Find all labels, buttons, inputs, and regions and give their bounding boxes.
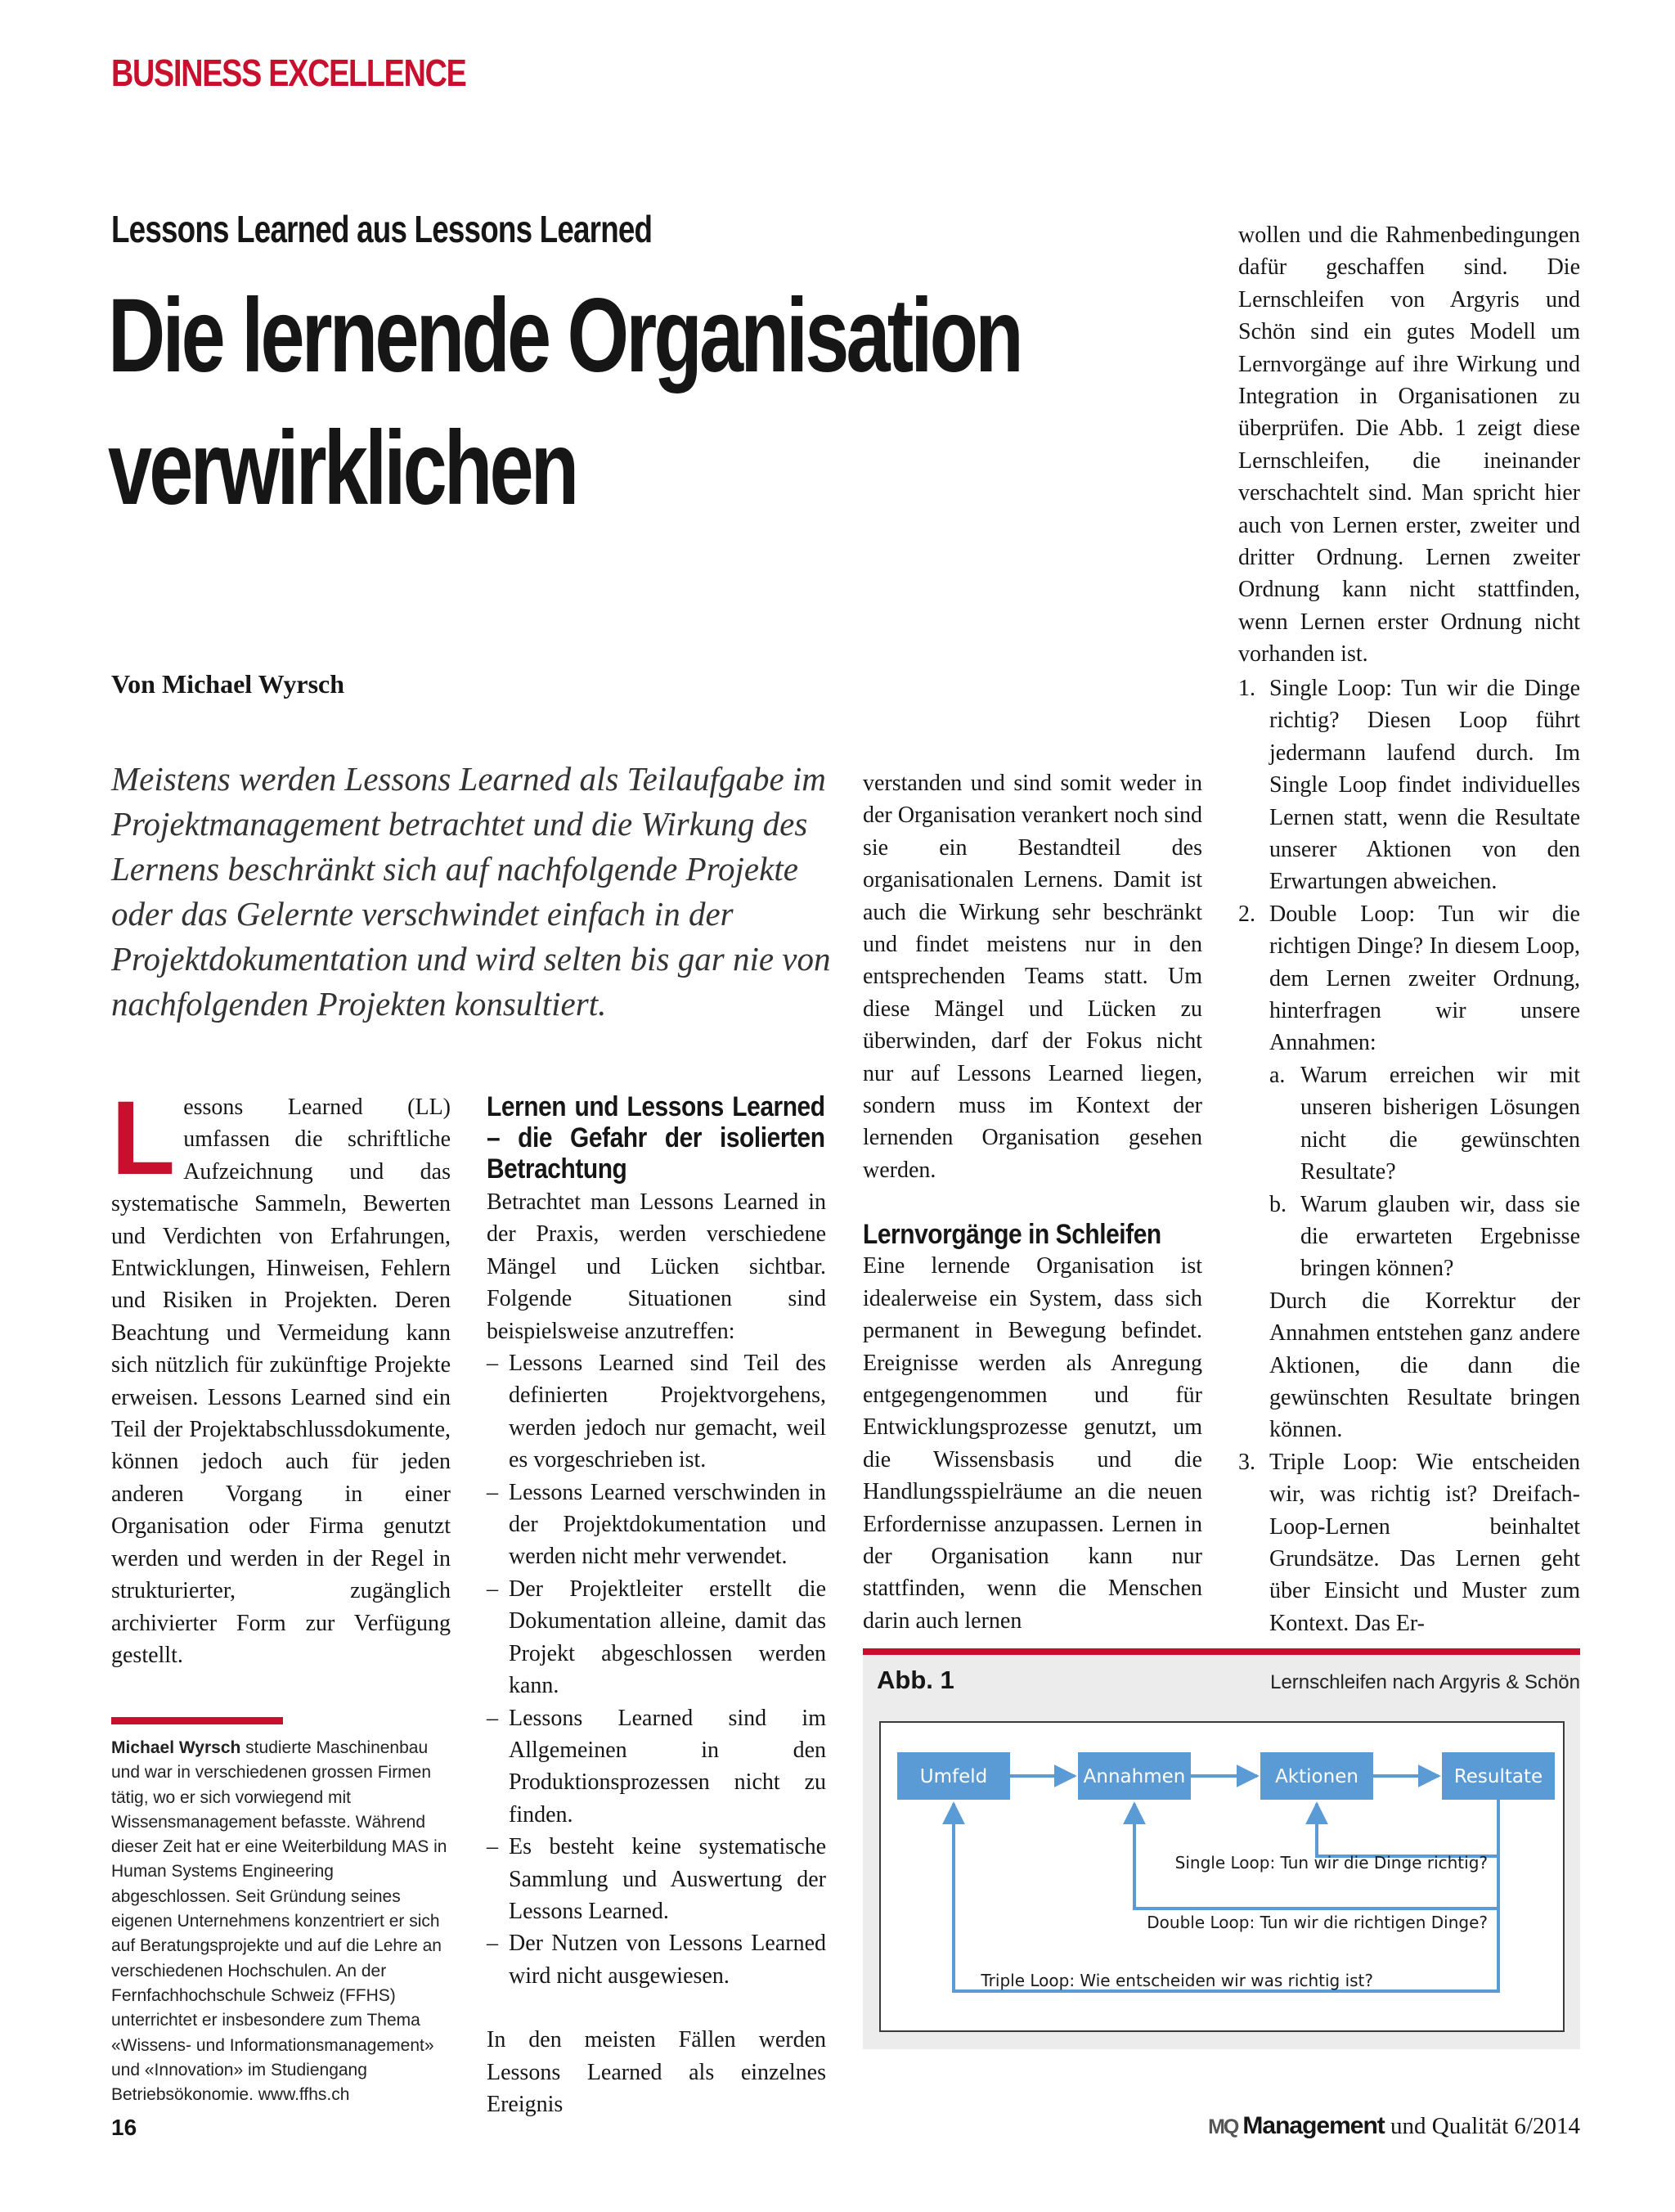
- column-4: [1238, 219, 1580, 671]
- figure-divider: [863, 1648, 1580, 1655]
- section1-continuation: In den meisten Fällen werden Lessons Learned als einzelnes Ereignis: [487, 2027, 826, 2117]
- list-item-text: Lessons Learned sind im Allgemeinen in den Produktionsprozessen nicht zu finden.: [509, 1705, 826, 1828]
- loop-text: Triple Loop: Wie entscheiden wir, was richtig ist? Dreifach-Loop-Lernen beinhaltet Grundsätze. Das Lernen geht über Einsicht und Muster zum Kontext. Das Er-: [1269, 1449, 1580, 1636]
- learning-loops-diagram: [879, 1721, 1565, 2032]
- intro-text: essons Learned (LL) umfassen die schriftliche Aufzeichnung und das systematische Sammeln, Bewerten und Verdichten von Erfahrungen, Entwicklungen, Hinweisen, Fehlern und Risiken in Projekten. Deren Beachtung und Vermeidung kann sich nützlich für zukünftige Projekte erweisen. Lessons Learned sind ein Teil der Projektabschlussdokumente, können jedoch auch für jeden anderen Vorgang in einer Organisation oder Firma genutzt werden und werden in der Regel in strukturierter, zugänglich archivierter Form zur Verfügung gestellt.: [111, 1095, 451, 1668]
- column-3: [863, 767, 1202, 1637]
- double-loop-label: Double Loop: Tun wir die richtigen Dinge?: [1147, 1913, 1488, 1932]
- col3-paragraph: verstanden und sind somit weder in der Organisation verankert noch sind sie ein Bestandteil des organisationalen Lernens. Damit ist auch die Wirkung sehr beschränkt und findet meistens nur in den entsprechenden Teams statt. Um diese Mängel und Lücken zu überwinden, darf der Fokus nicht nur auf Lessons Learned liegen, sondern muss im Kontext der lernenden Organisation gesehen werden.: [863, 771, 1202, 1183]
- column-2: [487, 1091, 826, 2120]
- loop-text: Double Loop: Tun wir die richtigen Dinge? In diesem Loop, dem Lernen zweiter Ordnung, hinterfragen wir unsere Annahmen:: [1269, 901, 1580, 1056]
- box-label-annahmen: Annahmen: [1083, 1766, 1186, 1787]
- list-dash: –: [487, 1576, 498, 1602]
- mq-logo: MQ: [1208, 2115, 1238, 2138]
- list-item: [487, 1477, 826, 1573]
- loop-number: 1.: [1238, 676, 1255, 701]
- question-letter: a.: [1269, 1062, 1286, 1088]
- triple-loop-line: [954, 1804, 1498, 1991]
- publication-footer: [1208, 2112, 1580, 2140]
- title-line-1: Die lernende Organisation: [108, 277, 1021, 394]
- byline: Von Michael Wyrsch: [111, 669, 345, 699]
- article-title: [108, 270, 1021, 535]
- lead-paragraph: Meistens werden Lessons Learned als Teilaufgabe im Projektmanagement betrachtet und die Wirkung des Lernens beschränkt sich auf nachfolgende Projekte oder das Gelernte verschwindet einfach in der Projektdokumentation und wird selten bis gar nie von nachfolgenden Projekten konsultiert.: [111, 760, 831, 1023]
- list-item: [487, 1347, 826, 1477]
- question-item: [1269, 1059, 1580, 1189]
- loop-item-triple: [1238, 1446, 1580, 1639]
- list-dash: –: [487, 1351, 498, 1377]
- section-label: BUSINESS EXCELLENCE: [111, 52, 466, 94]
- page-number: 16: [111, 2115, 137, 2140]
- bio-text: studierte Maschinenbau und war in verschiedenen grossen Firmen tätig, wo er sich vorwiegend mit Wissensmanagement befasste. Während dieser Zeit hat er eine Weiterbildung MAS in Human Systems Engineering abgeschlossen. Seit Gründung seines eigenen Unternehmens konzentriert er sich auf Beratungsprojekte und auf die Lehre an verschiedenen Hochschulen. An der Fernfachhochschule Schweiz (FFHS) unterrichtet er insbesondere zum Thema «Wissens- und Informationsmanagement» und «Innovation» im Studiengang Betriebsökonomie. www.ffhs.ch: [111, 1738, 447, 2105]
- diagram-loop-labels: [980, 1853, 1488, 1990]
- list-dash: –: [487, 1705, 498, 1731]
- list-dash: –: [487, 1479, 498, 1505]
- list-item: [487, 1573, 826, 1702]
- bio-name: Michael Wyrsch: [111, 1738, 241, 1757]
- box-label-resultate: Resultate: [1453, 1766, 1543, 1787]
- double-loop-conclusion: Durch die Korrektur der Annahmen entstehen ganz andere Aktionen, die dann die gewünschten Resultate bringen können.: [1269, 1288, 1580, 1443]
- figure-label: Abb. 1: [877, 1666, 954, 1694]
- section-heading-2: Lernvorgänge in Schleifen: [863, 1219, 1161, 1251]
- drop-cap: L: [111, 1080, 176, 1197]
- problem-list: [487, 1347, 826, 1992]
- section2-paragraph: Eine lernende Organisation ist idealerweise ein System, dass sich permanent in Bewegung befindet. Ereignisse werden als Anregung entgegengenommen und für Entwicklungsprozesse genutzt, um die Wissensbasis und die Handlungsspielräume an die neuen Erfordernisse anzupassen. Lernen in der Organisation kann nur stattfinden, wenn die Menschen darin auch lernen: [863, 1253, 1202, 1634]
- magazine-name: Management: [1242, 2112, 1385, 2139]
- title-line-2: verwirklichen: [108, 410, 577, 527]
- list-dash: –: [487, 1834, 498, 1860]
- col4-paragraph: wollen und die Rahmenbedingungen dafür geschaffen sind. Die Lernschleifen von Argyris und Schön sind ein gutes Modell um Lernvorgänge auf ihre Wirkung und Integration in Organisationen zu überprüfen. Die Abb. 1 zeigt diese Lernschleifen, die ineinander verschachtelt sind. Man spricht hier auch von Lernen erster, zweiter und dritter Ordnung. Lernen zweiter Ordnung kann nicht stattfinden, wenn Lernen erster Ordnung nicht vorhanden ist.: [1238, 223, 1580, 668]
- triple-loop-label: Triple Loop: Wie entscheiden wir was richtig ist?: [981, 1971, 1373, 1990]
- list-item-text: Der Projektleiter erstellt die Dokumentation alleine, damit das Projekt abgeschlossen werden kann.: [509, 1576, 826, 1699]
- list-item-text: Lessons Learned verschwinden in der Projektdokumentation und werden nicht mehr verwendet.: [509, 1479, 826, 1570]
- section-heading-1: Lernen und Lessons Learned – die Gefahr der isolierten Betrachtung: [487, 1091, 825, 1185]
- question-letter: b.: [1269, 1191, 1287, 1217]
- section1-intro: Betrachtet man Lessons Learned in der Praxis, werden verschiedene Mängel und Lücken sichtbar. Folgende Situationen sind beispielsweise anzutreffen:: [487, 1189, 826, 1344]
- single-loop-line: [1317, 1800, 1498, 1856]
- bio-divider: [111, 1717, 283, 1724]
- list-item: [487, 1702, 826, 1832]
- author-bio: [111, 1736, 453, 2107]
- question-text: Warum erreichen wir mit unseren bisherigen Lösungen nicht die gewünschten Resultate?: [1300, 1062, 1580, 1185]
- question-item: [1269, 1189, 1580, 1285]
- single-loop-label: Single Loop: Tun wir die Dinge richtig?: [1174, 1853, 1488, 1873]
- intro-paragraph: [111, 1080, 451, 1671]
- box-label-aktionen: Aktionen: [1275, 1766, 1358, 1787]
- loop-number: 2.: [1238, 901, 1255, 927]
- list-item-text: Lessons Learned sind Teil des definierten Projektvorgehens, werden jedoch nur gemacht, weil es vorgeschrieben ist.: [509, 1351, 826, 1473]
- list-item-text: Der Nutzen von Lessons Learned wird nicht ausgewiesen.: [509, 1931, 826, 1989]
- box-label-umfeld: Umfeld: [919, 1766, 988, 1787]
- list-item: [487, 1831, 826, 1927]
- loop-item-double: [1238, 898, 1580, 1446]
- list-dash: –: [487, 1931, 498, 1957]
- list-item-text: Es besteht keine systematische Sammlung und Auswertung der Lessons Learned.: [509, 1834, 826, 1924]
- column-1: [111, 1080, 451, 1671]
- loop-list: [1238, 672, 1580, 1639]
- loop-number: 3.: [1238, 1449, 1255, 1475]
- loop-list-column: [1238, 672, 1580, 1639]
- list-item: [487, 1927, 826, 1992]
- figure-caption: Lernschleifen nach Argyris & Schön: [1270, 1671, 1580, 1693]
- double-loop-questions: [1269, 1059, 1580, 1285]
- question-text: Warum glauben wir, dass sie die erwarteten Ergebnisse bringen können?: [1300, 1191, 1580, 1282]
- loop-text: Single Loop: Tun wir die Dinge richtig? Diesen Loop führt jedermann laufend durch. Im Single Loop findet individuelles Lernen statt, wenn die Resultate unserer Aktionen von den Erwartungen abweichen.: [1269, 676, 1580, 895]
- article-kicker: Lessons Learned aus Lessons Learned: [111, 208, 653, 250]
- diagram-loop-lines: [954, 1800, 1498, 1991]
- issue-info: und Qualität 6/2014: [1390, 2113, 1580, 2139]
- loop-item-single: [1238, 672, 1580, 898]
